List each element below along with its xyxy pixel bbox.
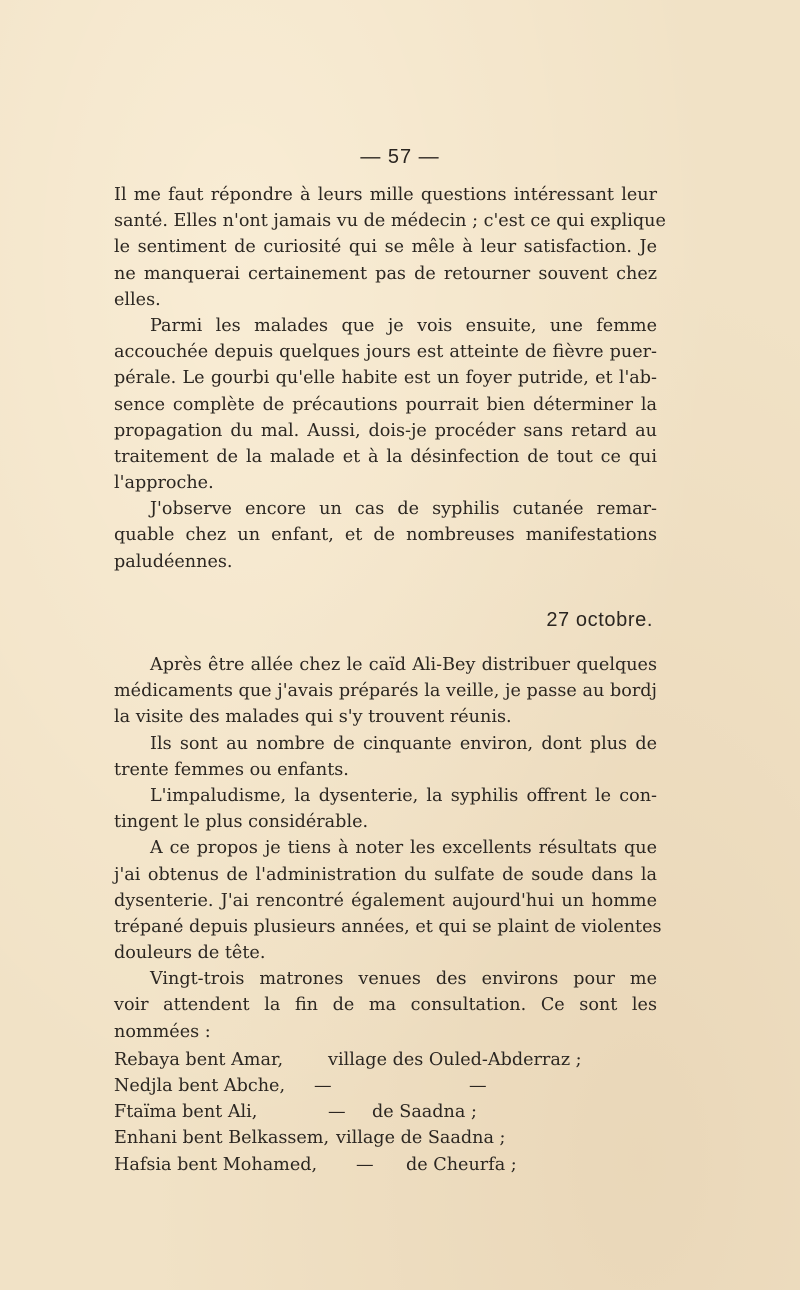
paragraph <box>114 652 657 731</box>
list-item-place: de Saadna ; <box>372 1102 477 1123</box>
list-item-ditto: — <box>328 1102 346 1123</box>
list-item-place: village de Saadna ; <box>336 1128 506 1149</box>
date-heading: 27 octobre. <box>546 608 653 631</box>
text-line: nommées : <box>114 1021 211 1042</box>
text-line: traitement de la malade et à la désinfection de tout ce qui <box>114 446 657 467</box>
list-item-place: — <box>469 1076 487 1096</box>
paragraph <box>114 966 657 1045</box>
list-item <box>114 1152 657 1178</box>
name-list <box>114 1047 657 1178</box>
text-line: voir attendent la fin de ma consultation. Ce sont les <box>114 995 657 1016</box>
text-line: Il me faut répondre à leurs mille questions intéressant leur <box>114 185 657 205</box>
text-line: ne manquerai certainement pas de retourner souvent chez <box>114 263 657 284</box>
text-line: A ce propos je tiens à noter les excellents résultats que <box>150 838 657 859</box>
list-item-name: Ftaïma bent Ali, <box>114 1102 258 1123</box>
text-line: tingent le plus considérable. <box>114 812 369 833</box>
text-line: la visite des malades qui s'y trouvent réunis. <box>114 707 512 728</box>
page-text <box>114 182 666 1178</box>
list-item-ditto: — <box>356 1154 374 1175</box>
text-line: quable chez un enfant, et de nombreuses manifestations <box>114 525 657 546</box>
list-item <box>114 1047 657 1073</box>
text-line: trépané depuis plusieurs années, et qui se plaint de violentes <box>114 916 662 937</box>
text-line: Vingt-trois matrones venues des environs pour me <box>150 969 657 990</box>
text-line: elles. <box>114 289 161 310</box>
text-line: trente femmes ou enfants. <box>114 759 349 780</box>
paragraph <box>114 182 666 313</box>
text-line: l'approche. <box>114 473 214 494</box>
list-item-place: de Cheurfa ; <box>406 1154 517 1175</box>
text-line: L'impaludisme, la dysenterie, la syphilis offrent le con- <box>150 785 657 806</box>
paragraph <box>114 496 657 575</box>
text-line: sence complète de précautions pourrait bien déterminer la <box>114 394 657 415</box>
text-line: Parmi les malades que je vois ensuite, une femme <box>150 315 657 336</box>
text-line: le sentiment de curiosité qui se mêle à leur satisfaction. Je <box>114 237 657 258</box>
text-line: accouchée depuis quelques jours est atteinte de fièvre puer- <box>114 342 657 363</box>
text-line: j'ai obtenus de l'administration du sulfate de soude dans la <box>114 864 657 885</box>
page-number: — 57 — <box>360 146 440 168</box>
text-line: Après être allée chez le caïd Ali-Bey distribuer quelques <box>150 655 657 675</box>
list-item <box>114 1073 657 1099</box>
text-line: propagation du mal. Aussi, dois-je procéder sans retard au <box>114 420 657 441</box>
paragraph <box>114 835 662 966</box>
list-item-name: Rebaya bent Amar, <box>114 1049 284 1070</box>
text-line: pérale. Le gourbi qu'elle habite est un foyer putride, et l'ab- <box>114 368 657 389</box>
list-item <box>114 1125 657 1151</box>
list-item-name: Nedjla bent Abche, <box>114 1076 286 1096</box>
list-item-place: village des Ouled-Abderraz ; <box>328 1049 582 1070</box>
text-line: J'observe encore un cas de syphilis cutanée remar- <box>150 499 657 520</box>
paragraph <box>114 783 657 835</box>
paragraph <box>114 731 657 783</box>
text-line: médicaments que j'avais préparés la veille, je passe au bordj <box>114 681 657 702</box>
list-item-name: Enhani bent Belkassem, <box>114 1128 330 1149</box>
text-line: paludéennes. <box>114 551 233 572</box>
list-item-name: Hafsia bent Mohamed, <box>114 1154 318 1175</box>
text-line: Ils sont au nombre de cinquante environ, dont plus de <box>150 733 657 754</box>
text-line: douleurs de tête. <box>114 943 266 964</box>
paragraph <box>114 313 657 496</box>
text-line: santé. Elles n'ont jamais vu de médecin ; c'est ce qui explique <box>114 211 666 232</box>
list-item <box>114 1099 657 1125</box>
text-line: dysenterie. J'ai rencontré également aujourd'hui un homme <box>114 890 657 911</box>
list-item-ditto: — <box>314 1076 332 1096</box>
